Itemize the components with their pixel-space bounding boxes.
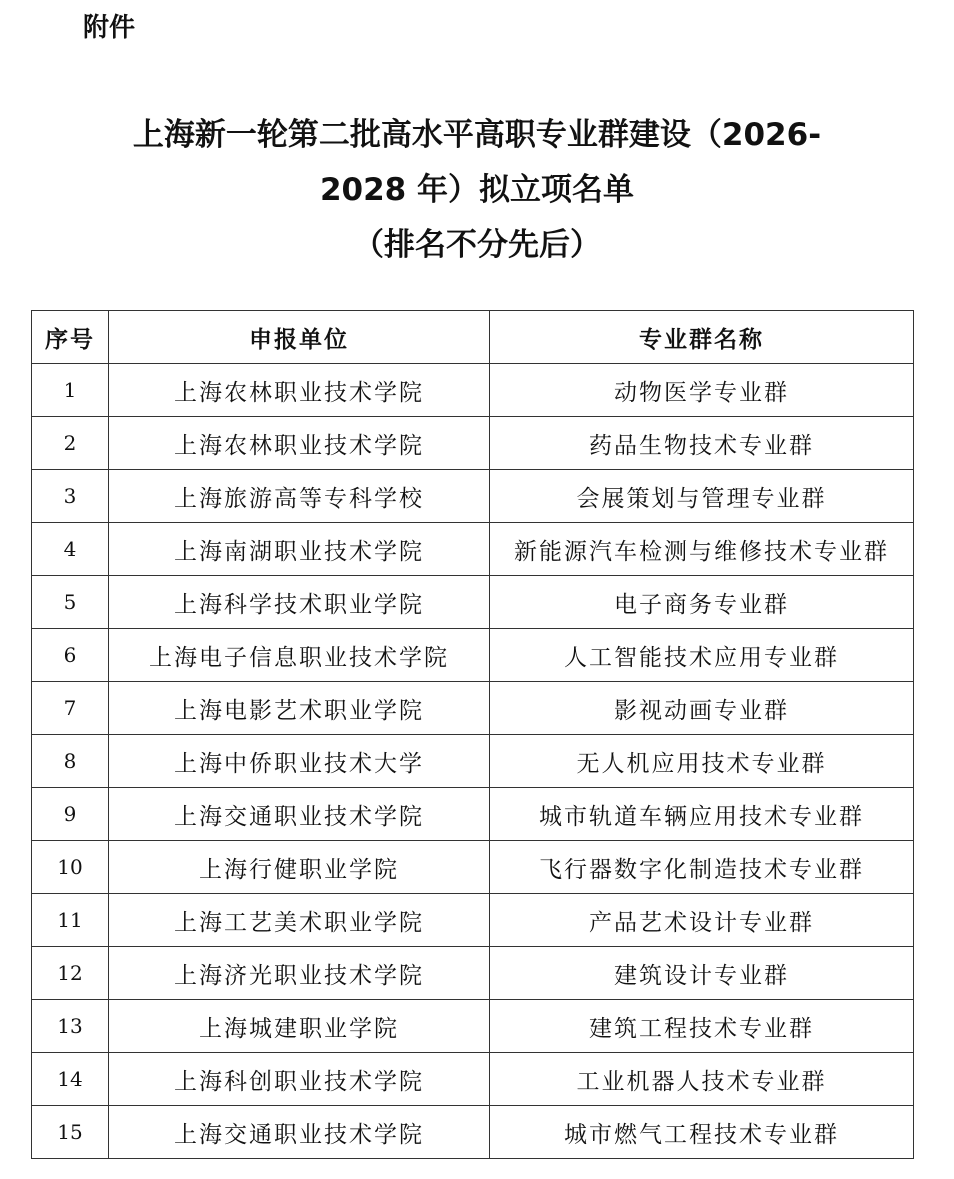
applicant-unit: 上海农林职业技术学院: [109, 364, 490, 417]
row-number: 5: [32, 576, 109, 629]
specialty-group-name: 飞行器数字化制造技术专业群: [490, 841, 914, 894]
table-row: [32, 1000, 914, 1053]
applicant-unit: 上海行健职业学院: [109, 841, 490, 894]
specialty-group-name: 会展策划与管理专业群: [490, 470, 914, 523]
column-header-unit: 申报单位: [109, 311, 490, 364]
row-number: 9: [32, 788, 109, 841]
table-row: [32, 629, 914, 682]
specialty-group-name: 电子商务专业群: [490, 576, 914, 629]
applicant-unit: 上海电子信息职业技术学院: [109, 629, 490, 682]
row-number: 12: [32, 947, 109, 1000]
row-number: 2: [32, 417, 109, 470]
applicant-unit: 上海科创职业技术学院: [109, 1053, 490, 1106]
specialty-group-name: 工业机器人技术专业群: [490, 1053, 914, 1106]
applicant-unit: 上海工艺美术职业学院: [109, 894, 490, 947]
applicant-unit: 上海中侨职业技术大学: [109, 735, 490, 788]
title-line-2: 2028 年）拟立项名单: [319, 172, 635, 208]
document-title: [0, 108, 954, 273]
row-number: 6: [32, 629, 109, 682]
row-number: 15: [32, 1106, 109, 1159]
table-row: [32, 788, 914, 841]
row-number: 13: [32, 1000, 109, 1053]
applicant-unit: 上海交通职业技术学院: [109, 788, 490, 841]
table-row: [32, 841, 914, 894]
column-header-number: 序号: [32, 311, 109, 364]
table-row: [32, 364, 914, 417]
table-row: [32, 682, 914, 735]
table-row: [32, 894, 914, 947]
specialty-group-name: 建筑工程技术专业群: [490, 1000, 914, 1053]
table-row: [32, 417, 914, 470]
applicant-unit: 上海电影艺术职业学院: [109, 682, 490, 735]
title-line-3: （排名不分先后）: [353, 227, 601, 263]
table-row: [32, 735, 914, 788]
table-header-row: [32, 311, 914, 364]
row-number: 10: [32, 841, 109, 894]
specialty-group-name: 影视动画专业群: [490, 682, 914, 735]
row-number: 1: [32, 364, 109, 417]
table-row: [32, 576, 914, 629]
applicant-unit: 上海济光职业技术学院: [109, 947, 490, 1000]
specialty-group-name: 产品艺术设计专业群: [490, 894, 914, 947]
specialty-group-name: 动物医学专业群: [490, 364, 914, 417]
applicant-unit: 上海南湖职业技术学院: [109, 523, 490, 576]
specialty-group-name: 新能源汽车检测与维修技术专业群: [490, 523, 914, 576]
row-number: 4: [32, 523, 109, 576]
table-body: [32, 364, 914, 1159]
row-number: 7: [32, 682, 109, 735]
attachment-label: 附件: [83, 13, 136, 43]
project-list-table: [31, 310, 914, 1159]
applicant-unit: 上海旅游高等专科学校: [109, 470, 490, 523]
table-row: [32, 1106, 914, 1159]
specialty-group-name: 城市轨道车辆应用技术专业群: [490, 788, 914, 841]
specialty-group-name: 药品生物技术专业群: [490, 417, 914, 470]
column-header-group: 专业群名称: [490, 311, 914, 364]
row-number: 11: [32, 894, 109, 947]
specialty-group-name: 无人机应用技术专业群: [490, 735, 914, 788]
applicant-unit: 上海农林职业技术学院: [109, 417, 490, 470]
specialty-group-name: 建筑设计专业群: [490, 947, 914, 1000]
table-row: [32, 1053, 914, 1106]
title-line-1: 上海新一轮第二批高水平高职专业群建设（2026-: [132, 117, 822, 153]
row-number: 8: [32, 735, 109, 788]
row-number: 3: [32, 470, 109, 523]
applicant-unit: 上海科学技术职业学院: [109, 576, 490, 629]
table-row: [32, 523, 914, 576]
specialty-group-name: 人工智能技术应用专业群: [490, 629, 914, 682]
specialty-group-name: 城市燃气工程技术专业群: [490, 1106, 914, 1159]
row-number: 14: [32, 1053, 109, 1106]
applicant-unit: 上海交通职业技术学院: [109, 1106, 490, 1159]
table-row: [32, 470, 914, 523]
table-row: [32, 947, 914, 1000]
applicant-unit: 上海城建职业学院: [109, 1000, 490, 1053]
